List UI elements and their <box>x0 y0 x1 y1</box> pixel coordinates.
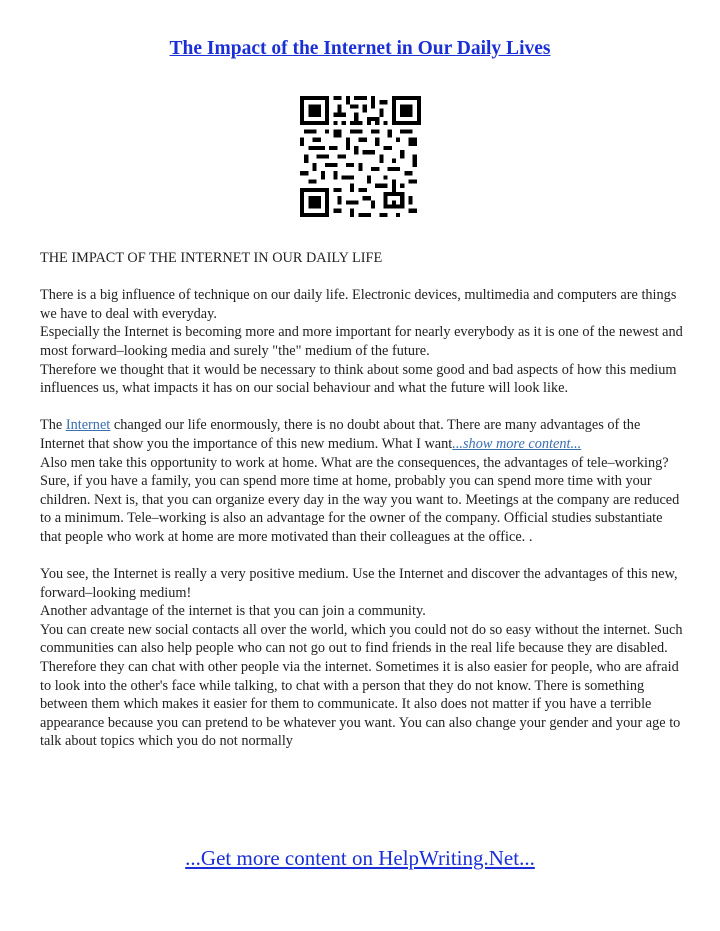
page-title[interactable]: The Impact of the Internet in Our Daily Lives <box>169 38 551 59</box>
body-paragraph: Another advantage of the internet is that you can join a community. <box>40 603 426 620</box>
internet-link[interactable]: Internet <box>65 417 111 434</box>
article-heading: THE IMPACT OF THE INTERNET IN OUR DAILY LIFE <box>40 250 383 266</box>
body-paragraph: You can create new social contacts all over the world, which you could not do so easy without the internet. Such communities can also help people who can not go out to find friends in the real life because they are disabled. Therefore they can chat with other people via the internet. Sometimes it is also easier for people, who are afraid to look into the other's face while talking, to chat with a person that they do not know. There is something between them which makes it easier for them to communicate. It also does not matter if you have a terrible appearance because you can pretend to be whatever you want. You can also change your gender and your age to talk about topics which you do not normally <box>40 621 683 750</box>
article-body <box>40 249 685 751</box>
intro-paragraph: Therefore we thought that it would be necessary to think about some good and bad aspects of how this medium influences us, what impacts it has on our social behaviour and what the future will look like. <box>40 361 677 397</box>
show-more-link[interactable]: ...show more content... <box>452 435 582 452</box>
body-paragraph: The Internet changed our life enormously, there is no doubt about that. There are many advantages of the Internet that show you the importance of this new medium. What I want...show more content... <box>40 417 641 452</box>
intro-paragraph: Especially the Internet is becoming more and more important for nearly everybody as it is one of the newest and most forward–looking media and surely "the" medium of the future. <box>40 324 683 359</box>
body-paragraph: Also men take this opportunity to work at home. What are the consequences, the advantages of tele–working? Sure, if you have a family, you can spend more time at home, probably you can spend more time with your children. Next is, that you can organize every day in the way you want to. Meetings at the company are reduced to a minimum. Tele–working is also an advantage for the owner of the company. Official studies substantiate that people who work at home are more motivated than their colleagues at the office. . <box>40 454 680 545</box>
qr-code-icon <box>300 96 421 217</box>
body-paragraph: You see, the Internet is really a very positive medium. Use the Internet and discover the advantages of this new, forward–looking medium! <box>40 566 678 601</box>
intro-paragraph: There is a big influence of technique on our daily life. Electronic devices, multimedia and computers are things we have to deal with everyday. <box>40 287 677 322</box>
get-more-content-link[interactable]: ...Get more content on HelpWriting.Net... <box>185 846 535 870</box>
